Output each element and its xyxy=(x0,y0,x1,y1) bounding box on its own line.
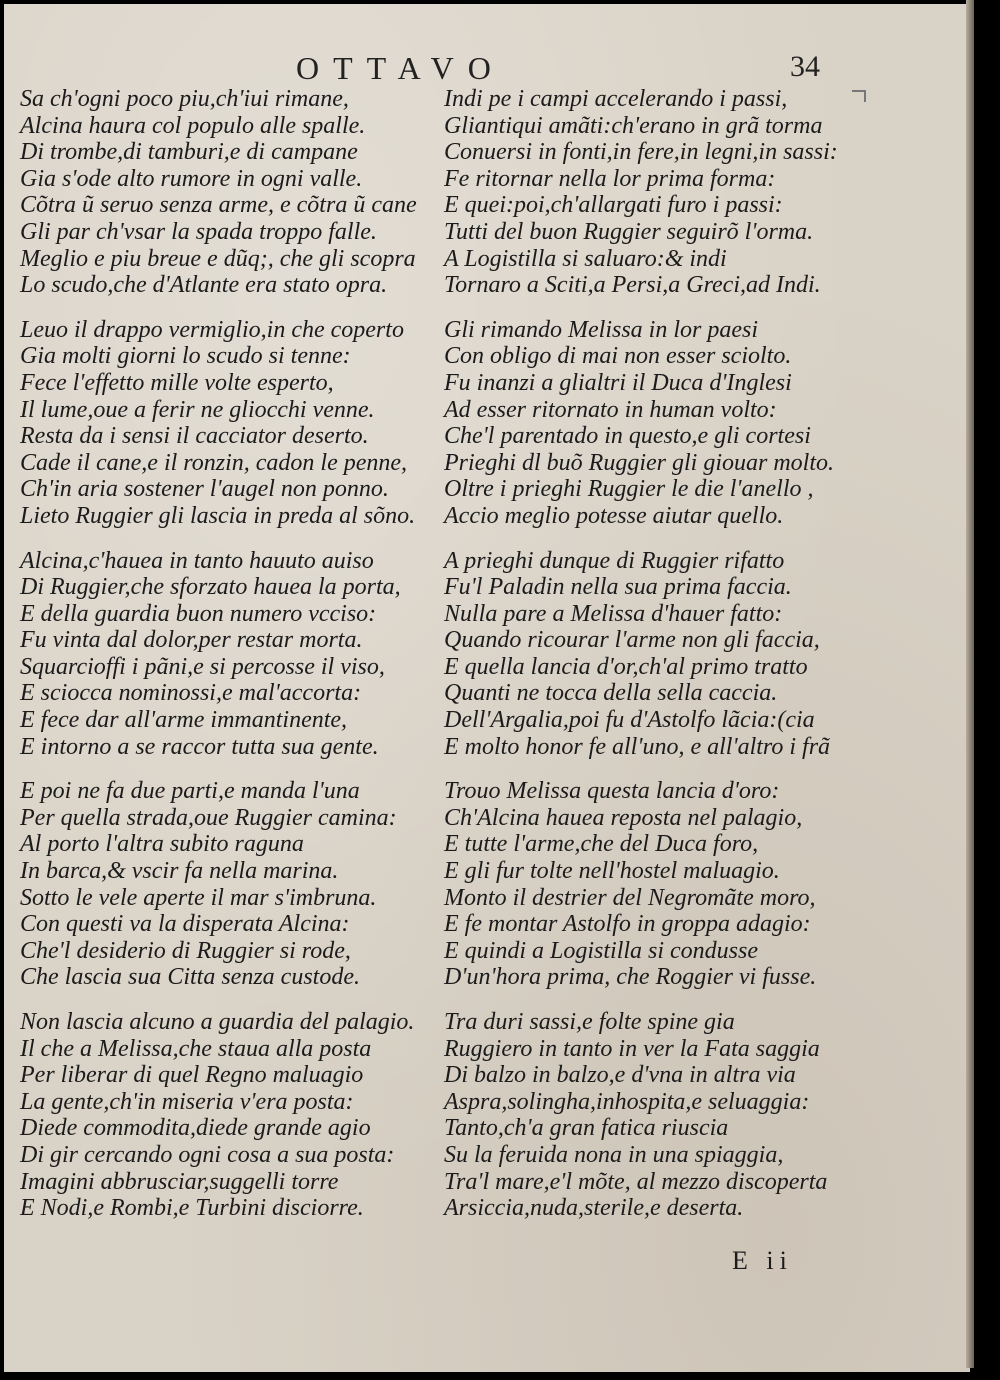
stanza xyxy=(20,548,440,761)
right-column xyxy=(444,86,864,1222)
verse-line: D'un'hora prima, che Roggier vi fusse. xyxy=(444,964,817,991)
verse-line: Il che a Melissa,che staua alla posta xyxy=(20,1035,372,1062)
verse-line: E fe montar Astolfo in groppa adagio: xyxy=(444,911,811,938)
verse-line: Squarcioffi i pãni,e si percosse il viso, xyxy=(20,653,385,680)
verse-line: Ad esser ritornato in human volto: xyxy=(444,396,777,423)
verse-line: Gliantiqui amãti:ch'erano in grã torma xyxy=(444,112,823,139)
signature-mark: E ii xyxy=(732,1246,793,1275)
stanza xyxy=(444,1009,864,1222)
verse-line: Che'l desiderio di Ruggier si rode, xyxy=(20,937,351,964)
stanza xyxy=(444,86,864,299)
verse-line: In barca,& vscir fa nella marina. xyxy=(20,858,339,885)
verse-line: Imagini abbrusciar,suggelli torre xyxy=(20,1168,339,1195)
verse-line: Tutti del buon Ruggier seguirõ l'orma. xyxy=(444,218,814,245)
stanza xyxy=(444,548,864,761)
verse-line: Meglio e piu breue e dũq;, che gli scopra xyxy=(20,245,416,272)
verse-line: Di Ruggier,che sforzato hauea la porta, xyxy=(20,574,401,601)
verse-line: Che'l parentado in questo,e gli cortesi xyxy=(444,423,811,450)
verse-line: Leuo il drappo vermiglio,in che coperto xyxy=(20,316,404,343)
verse-line: Cade il cane,e il ronzin, cadon le penne, xyxy=(20,449,408,476)
page-header xyxy=(4,50,970,90)
verse-line: Monto il destrier del Negromãte moro, xyxy=(444,884,816,911)
verse-line: Diede commodita,diede grande agio xyxy=(20,1115,371,1142)
verse-line: Dell'Argalia,poi fu d'Astolfo lãcia:(cia xyxy=(444,707,815,734)
verse-line: Ch'Alcina hauea reposta nel palagio, xyxy=(444,804,803,831)
verse-line: La gente,ch'in miseria v'era posta: xyxy=(20,1088,354,1115)
verse-line: Trouo Melissa questa lancia d'oro: xyxy=(444,778,780,805)
verse-line: Ch'in aria sostener l'augel non ponno. xyxy=(20,476,389,503)
verse-line: Sa ch'ogni poco piu,ch'iui rimane, xyxy=(20,86,349,112)
verse-line: E molto honor fe all'uno, e all'altro i frã xyxy=(444,733,831,760)
verse-line: Al porto l'altra subito raguna xyxy=(20,831,304,858)
verse-line: Quando ricourar l'arme non gli faccia, xyxy=(444,627,820,654)
verse-line: Resta da i sensi il cacciator deserto. xyxy=(20,423,369,450)
verse-line: E quei:poi,ch'allargati furo i passi: xyxy=(444,192,783,219)
verse-line: Fu inanzi a glialtri il Duca d'Inglesi xyxy=(444,369,792,396)
verse-line: Alcina,c'hauea in tanto hauuto auiso xyxy=(20,547,374,574)
stanza xyxy=(444,778,864,991)
verse-line: Tornaro a Sciti,a Persi,a Greci,ad Indi. xyxy=(444,272,821,299)
verse-line: Indi pe i campi accelerando i passi, xyxy=(444,86,788,112)
verse-line: Di trombe,di tamburi,e di campane xyxy=(20,139,358,166)
verse-line: Oltre i prieghi Ruggier le die l'anello , xyxy=(444,476,814,503)
verse-line: A prieghi dunque di Ruggier rifatto xyxy=(444,547,785,574)
verse-line: E gli fur tolte nell'hostel maluagio. xyxy=(444,858,780,885)
verse-line: Gli par ch'vsar la spada troppo falle. xyxy=(20,218,377,245)
verse-line: E intorno a se raccor tutta sua gente. xyxy=(20,733,379,760)
verse-line: Fe ritornar nella lor prima forma: xyxy=(444,165,776,192)
verse-line: Nulla pare a Melissa d'hauer fatto: xyxy=(444,600,783,627)
verse-line: E Nodi,e Rombi,e Turbini disciorre. xyxy=(20,1195,364,1222)
verse-line: Prieghi dl buõ Ruggier gli giouar molto. xyxy=(444,449,834,476)
verse-line: Su la feruida nona in una spiaggia, xyxy=(444,1141,784,1168)
verse-line: Aspra,solingha,inhospita,e seluaggia: xyxy=(444,1088,810,1115)
verse-line: Di balzo in balzo,e d'vna in altra via xyxy=(444,1062,796,1089)
left-column xyxy=(20,86,440,1222)
verse-line: Con questi va la disperata Alcina: xyxy=(20,911,350,938)
verse-line: Ruggiero in tanto in ver la Fata saggia xyxy=(444,1035,820,1062)
verse-line: Gia s'ode alto rumore in ogni valle. xyxy=(20,165,363,192)
stanza xyxy=(444,317,864,530)
verse-line: Accio meglio potesse aiutar quello. xyxy=(444,502,784,529)
stanza xyxy=(20,778,440,991)
verse-line: Arsiccia,nuda,sterile,e deserta. xyxy=(444,1195,744,1222)
verse-line: E della guardia buon numero vcciso: xyxy=(20,600,377,627)
verse-line: E poi ne fa due parti,e manda l'una xyxy=(20,778,360,805)
verse-line: Cõtra ũ seruo senza arme, e cõtra ũ cane xyxy=(20,192,417,219)
verse-line: Lieto Ruggier gli lascia in preda al sõno. xyxy=(20,502,416,529)
verse-line: Quanti ne tocca della sella caccia. xyxy=(444,680,778,707)
verse-line: Gli rimando Melissa in lor paesi xyxy=(444,316,759,343)
verse-line: Tra duri sassi,e folte spine gia xyxy=(444,1009,735,1035)
verse-line: Gia molti giorni lo scudo si tenne: xyxy=(20,343,351,370)
verse-line: Fu'l Paladin nella sua prima faccia. xyxy=(444,574,792,601)
verse-line: Che lascia sua Citta senza custode. xyxy=(20,964,360,991)
verse-line: Tanto,ch'a gran fatica riuscia xyxy=(444,1115,729,1142)
stanza xyxy=(20,1009,440,1222)
verse-line: Fu vinta dal dolor,per restar morta. xyxy=(20,627,363,654)
verse-line: Di gir cercando ogni cosa a sua posta: xyxy=(20,1141,395,1168)
verse-line: Conuersi in fonti,in fere,in legni,in sassi: xyxy=(444,139,838,166)
verse-line: E tutte l'arme,che del Duca foro, xyxy=(444,831,759,858)
running-title: OTTAVO xyxy=(296,50,505,86)
book-page xyxy=(4,4,970,1372)
verse-line: A Logistilla si saluaro:& indi xyxy=(444,245,727,272)
stanza xyxy=(20,86,440,299)
verse-line: Per liberar di quel Regno maluagio xyxy=(20,1062,364,1089)
verse-line: Alcina haura col populo alle spalle. xyxy=(20,112,366,139)
stanza xyxy=(20,317,440,530)
verse-line: Con obligo di mai non esser sciolto. xyxy=(444,343,792,370)
verse-line: E sciocca nominossi,e mal'accorta: xyxy=(20,680,362,707)
verse-line: E fece dar all'arme immantinente, xyxy=(20,707,348,734)
folio-number: 34 xyxy=(790,50,820,83)
verse-line: E quindi a Logistilla si condusse xyxy=(444,937,759,964)
verse-line: Non lascia alcuno a guardia del palagio. xyxy=(20,1009,415,1035)
verse-line: E quella lancia d'or,ch'al primo tratto xyxy=(444,653,808,680)
verse-line: Tra'l mare,e'l mõte, al mezzo discoperta xyxy=(444,1168,828,1195)
verse-line: Per quella strada,oue Ruggier camina: xyxy=(20,804,397,831)
verse-line: Lo scudo,che d'Atlante era stato opra. xyxy=(20,272,388,299)
verse-line: Fece l'effetto mille volte esperto, xyxy=(20,369,334,396)
verse-line: Il lume,oue a ferir ne gliocchi venne. xyxy=(20,396,375,423)
verse-line: Sotto le vele aperte il mar s'imbruna. xyxy=(20,884,377,911)
page-edge xyxy=(966,0,974,1368)
